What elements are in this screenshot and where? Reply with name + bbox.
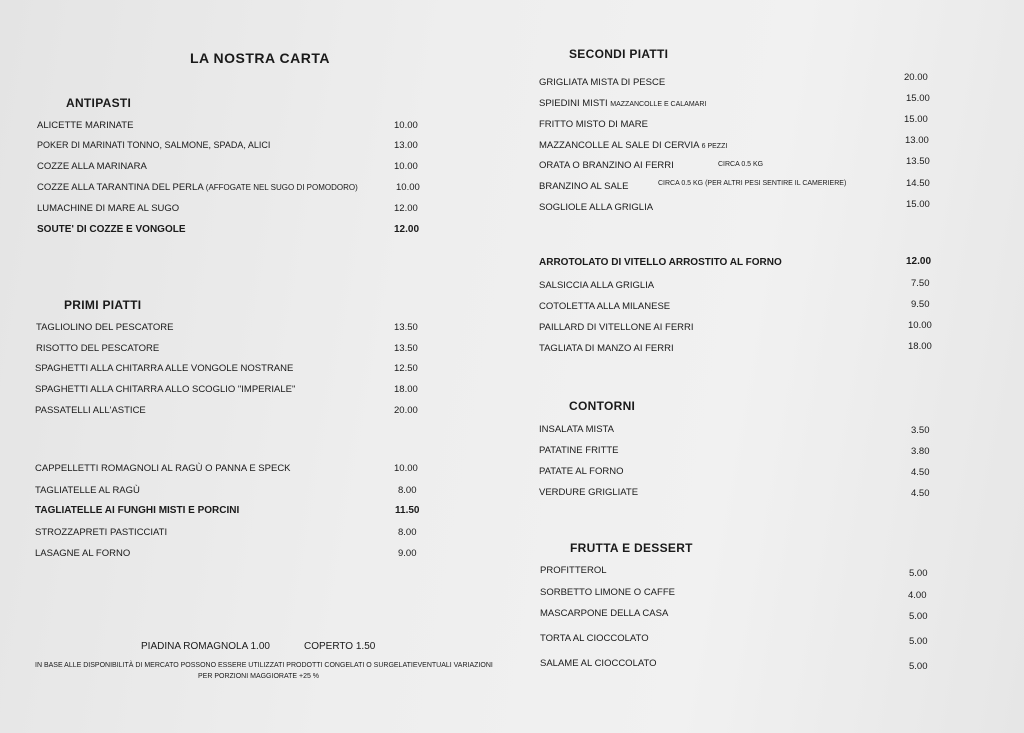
menu-item-price: 10.00 xyxy=(394,161,418,172)
piadina-note: PIADINA ROMAGNOLA 1.00 xyxy=(141,641,270,652)
menu-item-name: SOGLIOLE ALLA GRIGLIA xyxy=(539,202,654,213)
menu-item-name: PATATE AL FORNO xyxy=(539,466,624,477)
menu-item-price: 15.00 xyxy=(904,114,928,125)
menu-item-name: SORBETTO LIMONE O CAFFE xyxy=(540,587,675,598)
menu-item-name: INSALATA MISTA xyxy=(539,424,614,435)
menu-item-name: COZZE ALLA MARINARA xyxy=(37,161,147,172)
menu-item-name: MAZZANCOLLE AL SALE DI CERVIA 6 PEZZI xyxy=(539,140,728,151)
menu-item-name: SPIEDINI MISTI MAZZANCOLLE E CALAMARI xyxy=(539,98,707,109)
menu-item-name: SOUTE' DI COZZE E VONGOLE xyxy=(37,224,186,235)
menu-item-price: 11.50 xyxy=(395,505,420,516)
menu-item-name: SALSICCIA ALLA GRIGLIA xyxy=(539,280,655,291)
antipasti-heading: ANTIPASTI xyxy=(66,96,132,110)
menu-item-price: 13.50 xyxy=(906,156,930,167)
menu-item-price: 13.50 xyxy=(394,343,418,354)
menu-item-price: 7.50 xyxy=(911,278,930,289)
primi-heading: PRIMI PIATTI xyxy=(64,298,142,312)
menu-item-name: BRANZINO AL SALE xyxy=(539,181,629,192)
menu-item-note: CIRCA 0.5 KG xyxy=(718,161,764,168)
menu-item-price: 13.50 xyxy=(394,322,418,333)
menu-item-price: 13.00 xyxy=(905,135,929,146)
menu-item-name: RISOTTO DEL PESCATORE xyxy=(36,343,160,354)
menu-item-name: PROFITTEROL xyxy=(540,565,607,576)
menu-item-name: LASAGNE AL FORNO xyxy=(35,548,131,559)
menu-item-price: 5.00 xyxy=(909,636,928,647)
menu-item-name: FRITTO MISTO DI MARE xyxy=(539,119,648,130)
menu-item-price: 5.00 xyxy=(909,661,928,672)
secondi-heading: SECONDI PIATTI xyxy=(569,47,669,61)
menu-item-price: 9.00 xyxy=(398,548,417,559)
menu-item-price: 8.00 xyxy=(398,485,417,496)
menu-item-price: 12.00 xyxy=(394,203,418,214)
menu-item-price: 12.00 xyxy=(394,224,420,235)
menu-item-name: SALAME AL CIOCCOLATO xyxy=(540,658,657,669)
menu-item-price: 14.50 xyxy=(906,178,930,189)
menu-item-name: TAGLIATELLE AI FUNGHI MISTI E PORCINI xyxy=(35,505,240,516)
menu-item-price: 10.00 xyxy=(394,463,418,474)
dessert-heading: FRUTTA E DESSERT xyxy=(570,541,693,555)
menu-item-price: 12.50 xyxy=(394,363,418,374)
menu-item-name: CAPPELLETTI ROMAGNOLI AL RAGÙ O PANNA E SPECK xyxy=(35,463,291,474)
menu-item-price: 5.00 xyxy=(909,611,928,622)
menu-item-name: STROZZAPRETI PASTICCIATI xyxy=(35,527,168,538)
menu-item-name: SPAGHETTI ALLA CHITARRA ALLE VONGOLE NOSTRANE xyxy=(35,363,294,374)
menu-item-name: LUMACHINE DI MARE AL SUGO xyxy=(37,203,180,214)
menu-item-price: 3.80 xyxy=(911,446,930,457)
menu-item-name: COTOLETTA ALLA MILANESE xyxy=(539,301,671,312)
menu-item-name: PAILLARD DI VITELLONE AI FERRI xyxy=(539,322,694,333)
menu-item-price: 4.50 xyxy=(911,467,930,478)
menu-item-note: CIRCA 0.5 KG (PER ALTRI PESI SENTIRE IL CAMERIERE) xyxy=(658,180,847,187)
menu-item-price: 3.50 xyxy=(911,425,930,436)
contorni-heading: CONTORNI xyxy=(569,399,636,413)
menu-item-price: 10.00 xyxy=(908,320,932,331)
menu-item-price: 18.00 xyxy=(394,384,418,395)
menu-item-name: MASCARPONE DELLA CASA xyxy=(540,608,669,619)
menu-item-price: 4.50 xyxy=(911,488,930,499)
menu-item-note: MAZZANCOLLE E CALAMARI xyxy=(610,101,707,108)
menu-item-note: 6 PEZZI xyxy=(701,143,728,150)
menu-item-price: 15.00 xyxy=(906,93,930,104)
menu-item-price: 10.00 xyxy=(394,120,418,131)
menu-item-name: POKER DI MARINATI TONNO, SALMONE, SPADA, ALICI xyxy=(37,140,271,150)
menu-item-name: ARROTOLATO DI VITELLO ARROSTITO AL FORNO xyxy=(539,257,782,268)
menu-item-name: TAGLIATELLE AL RAGÙ xyxy=(35,485,140,496)
menu-item-name: TORTA AL CIOCCOLATO xyxy=(540,633,649,644)
menu-item-price: 5.00 xyxy=(909,568,928,579)
menu-item-price: 20.00 xyxy=(904,72,928,83)
disclaimer-line-1: IN BASE ALLE DISPONIBILITÀ DI MERCATO POSSONO ESSERE UTILIZZATI PRODOTTI CONGELATI O SURGELATIEVENTUALI VARIAZIONI xyxy=(35,662,493,669)
menu-item-price: 8.00 xyxy=(398,527,417,538)
menu-item-price: 13.00 xyxy=(394,140,418,151)
menu-item-price: 10.00 xyxy=(396,182,420,193)
menu-item-note: (AFFOGATE NEL SUGO DI POMODORO) xyxy=(205,183,358,192)
menu-item-name: TAGLIOLINO DEL PESCATORE xyxy=(36,322,174,333)
menu-item-price: 20.00 xyxy=(394,405,418,416)
menu-item-price: 9.50 xyxy=(911,299,930,310)
menu-item-name: VERDURE GRIGLIATE xyxy=(539,487,639,498)
menu-item-name: COZZE ALLA TARANTINA DEL PERLA (AFFOGATE NEL SUGO DI POMODORO) xyxy=(37,182,358,193)
menu-item-name: PATATINE FRITTE xyxy=(539,445,619,456)
menu-item-price: 18.00 xyxy=(908,341,932,352)
menu-item-price: 15.00 xyxy=(906,199,930,210)
coperto-note: COPERTO 1.50 xyxy=(304,641,376,652)
disclaimer-line-2: PER PORZIONI MAGGIORATE +25 % xyxy=(198,673,320,680)
menu-item-price: 12.00 xyxy=(906,256,932,267)
menu-item-name: ALICETTE MARINATE xyxy=(37,120,134,131)
menu-item-name: ORATA O BRANZINO AI FERRI xyxy=(539,160,674,171)
menu-item-name: TAGLIATA DI MANZO AI FERRI xyxy=(539,343,674,354)
menu-item-name: GRIGLIATA MISTA DI PESCE xyxy=(539,77,666,88)
menu-item-name: SPAGHETTI ALLA CHITARRA ALLO SCOGLIO "IMPERIALE" xyxy=(35,384,296,395)
menu-item-name: PASSATELLI ALL'ASTICE xyxy=(35,405,146,416)
menu-item-price: 4.00 xyxy=(908,590,927,601)
page-title: LA NOSTRA CARTA xyxy=(190,50,330,66)
